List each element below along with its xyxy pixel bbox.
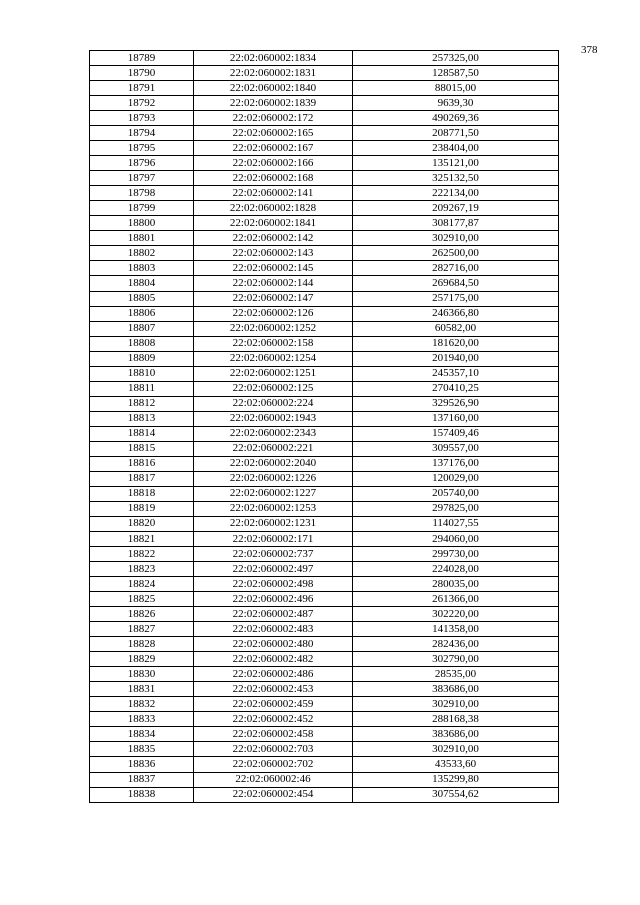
cadastral-number-cell: 22:02:060002:125: [194, 381, 353, 396]
value-cell: 208771,50: [353, 126, 559, 141]
row-number-cell: 18811: [90, 381, 194, 396]
value-cell: 137160,00: [353, 411, 559, 426]
table-row: [90, 306, 559, 321]
cadastral-number-cell: 22:02:060002:1227: [194, 486, 353, 501]
table-row: [90, 261, 559, 276]
cadastral-number-cell: 22:02:060002:1831: [194, 66, 353, 81]
cadastral-number-cell: 22:02:060002:1834: [194, 51, 353, 66]
row-number-cell: 18829: [90, 652, 194, 667]
table-row: [90, 396, 559, 411]
cadastral-number-cell: 22:02:060002:167: [194, 141, 353, 156]
cadastral-number-cell: 22:02:060002:141: [194, 186, 353, 201]
table-row: [90, 96, 559, 111]
value-cell: 28535,00: [353, 667, 559, 682]
table-row: [90, 622, 559, 637]
value-cell: 261366,00: [353, 592, 559, 607]
table-row: [90, 336, 559, 351]
table-row: [90, 787, 559, 802]
cadastral-number-cell: 22:02:060002:126: [194, 306, 353, 321]
row-number-cell: 18827: [90, 622, 194, 637]
value-cell: 297825,00: [353, 501, 559, 516]
table-row: [90, 547, 559, 562]
cadastral-number-cell: 22:02:060002:1226: [194, 471, 353, 486]
table-row: [90, 246, 559, 261]
cadastral-number-cell: 22:02:060002:497: [194, 562, 353, 577]
cadastral-number-cell: 22:02:060002:453: [194, 682, 353, 697]
table-row: [90, 126, 559, 141]
cadastral-number-cell: 22:02:060002:165: [194, 126, 353, 141]
row-number-cell: 18804: [90, 276, 194, 291]
cadastral-number-cell: 22:02:060002:487: [194, 607, 353, 622]
cadastral-number-cell: 22:02:060002:482: [194, 652, 353, 667]
row-number-cell: 18796: [90, 156, 194, 171]
cadastral-number-cell: 22:02:060002:703: [194, 742, 353, 757]
table-row: [90, 712, 559, 727]
cadastral-number-cell: 22:02:060002:221: [194, 441, 353, 456]
page-number: 378: [581, 44, 598, 56]
table-row: [90, 772, 559, 787]
value-cell: 383686,00: [353, 727, 559, 742]
value-cell: 205740,00: [353, 486, 559, 501]
row-number-cell: 18794: [90, 126, 194, 141]
table-row: [90, 51, 559, 66]
value-cell: 238404,00: [353, 141, 559, 156]
table-row: [90, 381, 559, 396]
row-number-cell: 18828: [90, 637, 194, 652]
value-cell: 135121,00: [353, 156, 559, 171]
row-number-cell: 18821: [90, 532, 194, 547]
table-row: [90, 231, 559, 246]
row-number-cell: 18813: [90, 411, 194, 426]
row-number-cell: 18826: [90, 607, 194, 622]
table-row: [90, 111, 559, 126]
row-number-cell: 18799: [90, 201, 194, 216]
row-number-cell: 18822: [90, 547, 194, 562]
row-number-cell: 18801: [90, 231, 194, 246]
row-number-cell: 18802: [90, 246, 194, 261]
table-row: [90, 501, 559, 516]
value-cell: 329526,90: [353, 396, 559, 411]
table-row: [90, 471, 559, 486]
value-cell: 383686,00: [353, 682, 559, 697]
cadastral-number-cell: 22:02:060002:1839: [194, 96, 353, 111]
value-cell: 299730,00: [353, 547, 559, 562]
row-number-cell: 18793: [90, 111, 194, 126]
cadastral-value-table: [89, 50, 559, 803]
cadastral-number-cell: 22:02:060002:1943: [194, 411, 353, 426]
row-number-cell: 18797: [90, 171, 194, 186]
cadastral-number-cell: 22:02:060002:142: [194, 231, 353, 246]
value-cell: 209267,19: [353, 201, 559, 216]
cadastral-number-cell: 22:02:060002:158: [194, 336, 353, 351]
value-cell: 88015,00: [353, 81, 559, 96]
cadastral-number-cell: 22:02:060002:1828: [194, 201, 353, 216]
row-number-cell: 18795: [90, 141, 194, 156]
cadastral-number-cell: 22:02:060002:2040: [194, 456, 353, 471]
table-row: [90, 562, 559, 577]
row-number-cell: 18838: [90, 787, 194, 802]
table-row: [90, 456, 559, 471]
value-cell: 60582,00: [353, 321, 559, 336]
table-row: [90, 321, 559, 336]
cadastral-number-cell: 22:02:060002:737: [194, 547, 353, 562]
cadastral-number-cell: 22:02:060002:1251: [194, 366, 353, 381]
value-cell: 325132,50: [353, 171, 559, 186]
cadastral-number-cell: 22:02:060002:454: [194, 787, 353, 802]
row-number-cell: 18835: [90, 742, 194, 757]
row-number-cell: 18833: [90, 712, 194, 727]
table-row: [90, 66, 559, 81]
table-row: [90, 411, 559, 426]
table-row: [90, 81, 559, 96]
value-cell: 9639,30: [353, 96, 559, 111]
value-cell: 245357,10: [353, 366, 559, 381]
row-number-cell: 18815: [90, 441, 194, 456]
row-number-cell: 18792: [90, 96, 194, 111]
value-cell: 246366,80: [353, 306, 559, 321]
table-row: [90, 607, 559, 622]
value-cell: 222134,00: [353, 186, 559, 201]
cadastral-number-cell: 22:02:060002:2343: [194, 426, 353, 441]
value-cell: 201940,00: [353, 351, 559, 366]
row-number-cell: 18810: [90, 366, 194, 381]
table-row: [90, 667, 559, 682]
table-row: [90, 592, 559, 607]
value-cell: 302910,00: [353, 742, 559, 757]
row-number-cell: 18790: [90, 66, 194, 81]
cadastral-number-cell: 22:02:060002:224: [194, 396, 353, 411]
table-row: [90, 532, 559, 547]
cadastral-number-cell: 22:02:060002:171: [194, 532, 353, 547]
cadastral-number-cell: 22:02:060002:143: [194, 246, 353, 261]
row-number-cell: 18800: [90, 216, 194, 231]
row-number-cell: 18831: [90, 682, 194, 697]
value-cell: 128587,50: [353, 66, 559, 81]
row-number-cell: 18791: [90, 81, 194, 96]
cadastral-number-cell: 22:02:060002:496: [194, 592, 353, 607]
cadastral-number-cell: 22:02:060002:1253: [194, 501, 353, 516]
table-body: [90, 51, 559, 803]
cadastral-number-cell: 22:02:060002:145: [194, 261, 353, 276]
cadastral-number-cell: 22:02:060002:172: [194, 111, 353, 126]
row-number-cell: 18820: [90, 516, 194, 531]
cadastral-number-cell: 22:02:060002:702: [194, 757, 353, 772]
value-cell: 43533,60: [353, 757, 559, 772]
cadastral-number-cell: 22:02:060002:452: [194, 712, 353, 727]
row-number-cell: 18809: [90, 351, 194, 366]
value-cell: 282716,00: [353, 261, 559, 276]
table-row: [90, 171, 559, 186]
table-row: [90, 216, 559, 231]
value-cell: 262500,00: [353, 246, 559, 261]
value-cell: 288168,38: [353, 712, 559, 727]
value-cell: 141358,00: [353, 622, 559, 637]
table-row: [90, 486, 559, 501]
row-number-cell: 18803: [90, 261, 194, 276]
table-row: [90, 351, 559, 366]
cadastral-number-cell: 22:02:060002:46: [194, 772, 353, 787]
table-row: [90, 291, 559, 306]
value-cell: 302220,00: [353, 607, 559, 622]
value-cell: 294060,00: [353, 532, 559, 547]
value-cell: 257325,00: [353, 51, 559, 66]
table-row: [90, 516, 559, 531]
value-cell: 270410,25: [353, 381, 559, 396]
row-number-cell: 18806: [90, 306, 194, 321]
value-cell: 224028,00: [353, 562, 559, 577]
row-number-cell: 18817: [90, 471, 194, 486]
row-number-cell: 18798: [90, 186, 194, 201]
cadastral-number-cell: 22:02:060002:144: [194, 276, 353, 291]
cadastral-number-cell: 22:02:060002:1840: [194, 81, 353, 96]
table-row: [90, 201, 559, 216]
table-row: [90, 186, 559, 201]
value-cell: 257175,00: [353, 291, 559, 306]
table-row: [90, 156, 559, 171]
table-row: [90, 682, 559, 697]
value-cell: 490269,36: [353, 111, 559, 126]
row-number-cell: 18837: [90, 772, 194, 787]
cadastral-number-cell: 22:02:060002:483: [194, 622, 353, 637]
cadastral-number-cell: 22:02:060002:486: [194, 667, 353, 682]
value-cell: 114027,55: [353, 516, 559, 531]
row-number-cell: 18819: [90, 501, 194, 516]
row-number-cell: 18823: [90, 562, 194, 577]
value-cell: 120029,00: [353, 471, 559, 486]
table-row: [90, 697, 559, 712]
value-cell: 302790,00: [353, 652, 559, 667]
row-number-cell: 18824: [90, 577, 194, 592]
value-cell: 135299,80: [353, 772, 559, 787]
table-row: [90, 742, 559, 757]
row-number-cell: 18814: [90, 426, 194, 441]
table-row: [90, 426, 559, 441]
table-row: [90, 757, 559, 772]
row-number-cell: 18836: [90, 757, 194, 772]
cadastral-number-cell: 22:02:060002:498: [194, 577, 353, 592]
row-number-cell: 18807: [90, 321, 194, 336]
table-row: [90, 276, 559, 291]
row-number-cell: 18834: [90, 727, 194, 742]
value-cell: 157409,46: [353, 426, 559, 441]
table-row: [90, 366, 559, 381]
row-number-cell: 18832: [90, 697, 194, 712]
row-number-cell: 18825: [90, 592, 194, 607]
value-cell: 137176,00: [353, 456, 559, 471]
row-number-cell: 18808: [90, 336, 194, 351]
row-number-cell: 18816: [90, 456, 194, 471]
value-cell: 269684,50: [353, 276, 559, 291]
value-cell: 280035,00: [353, 577, 559, 592]
cadastral-number-cell: 22:02:060002:147: [194, 291, 353, 306]
value-cell: 308177,87: [353, 216, 559, 231]
table-row: [90, 141, 559, 156]
cadastral-number-cell: 22:02:060002:166: [194, 156, 353, 171]
cadastral-number-cell: 22:02:060002:458: [194, 727, 353, 742]
table-row: [90, 727, 559, 742]
value-cell: 181620,00: [353, 336, 559, 351]
value-cell: 307554,62: [353, 787, 559, 802]
row-number-cell: 18818: [90, 486, 194, 501]
table-row: [90, 637, 559, 652]
value-cell: 302910,00: [353, 697, 559, 712]
row-number-cell: 18812: [90, 396, 194, 411]
cadastral-number-cell: 22:02:060002:459: [194, 697, 353, 712]
table-row: [90, 577, 559, 592]
cadastral-number-cell: 22:02:060002:1231: [194, 516, 353, 531]
cadastral-number-cell: 22:02:060002:1254: [194, 351, 353, 366]
row-number-cell: 18789: [90, 51, 194, 66]
cadastral-number-cell: 22:02:060002:480: [194, 637, 353, 652]
value-cell: 309557,00: [353, 441, 559, 456]
cadastral-number-cell: 22:02:060002:1252: [194, 321, 353, 336]
cadastral-number-cell: 22:02:060002:168: [194, 171, 353, 186]
cadastral-number-cell: 22:02:060002:1841: [194, 216, 353, 231]
table-row: [90, 652, 559, 667]
row-number-cell: 18830: [90, 667, 194, 682]
value-cell: 282436,00: [353, 637, 559, 652]
value-cell: 302910,00: [353, 231, 559, 246]
table-row: [90, 441, 559, 456]
row-number-cell: 18805: [90, 291, 194, 306]
